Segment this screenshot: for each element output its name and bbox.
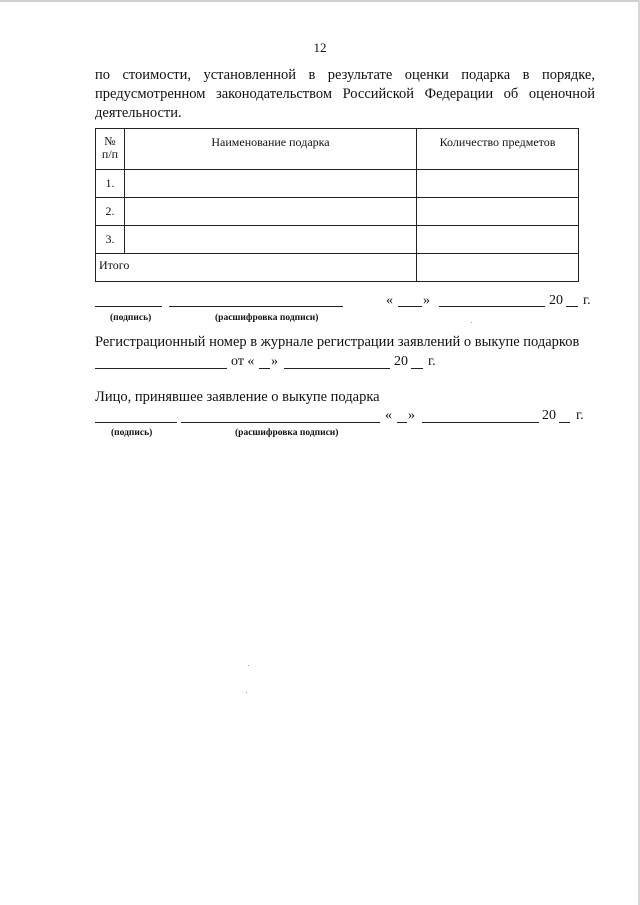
body-paragraph: по стоимости, установленной в результате оценки подарка в порядке, предусмотренном законодательством Российской Федерации об оценочной деятельности.	[95, 67, 595, 121]
date-day-line	[398, 306, 422, 307]
decoding-caption: (расшифровка подписи)	[215, 313, 319, 323]
date-close-quote: »	[423, 293, 430, 308]
table-header-row	[96, 129, 579, 170]
table-row	[96, 226, 579, 254]
receiver-year-suffix: г.	[576, 408, 584, 423]
registration-from: от «	[231, 354, 255, 369]
decoding-line	[169, 306, 343, 307]
header-number: № п/п	[96, 129, 125, 170]
table-row	[96, 170, 579, 198]
receiver-date-day-line	[397, 422, 407, 423]
row-number: 3.	[96, 226, 125, 254]
row-number: 2.	[96, 198, 125, 226]
receiver-decoding-line	[181, 422, 380, 423]
registration-label: Регистрационный номер в журнале регистрации заявлений о выкупе подарков	[95, 334, 580, 350]
receiver-signature-caption: (подпись)	[111, 428, 153, 438]
gifts-table	[95, 128, 579, 282]
registration-year-prefix: 20	[394, 354, 408, 369]
table-row	[96, 198, 579, 226]
date-open-quote: «	[386, 293, 393, 308]
header-gift-name: Наименование подарка	[125, 129, 417, 170]
receiver-year-prefix: 20	[542, 408, 556, 423]
registration-year-suffix: г.	[428, 354, 436, 369]
year-prefix: 20	[549, 293, 563, 308]
year-line	[566, 306, 578, 307]
row-quantity	[417, 170, 579, 198]
page-number: 12	[313, 40, 327, 55]
receiver-label: Лицо, принявшее заявление о выкупе подарка	[95, 389, 380, 405]
row-gift-name	[125, 226, 417, 254]
total-quantity	[417, 254, 579, 282]
registration-number-line	[95, 368, 227, 369]
scan-speck	[246, 692, 247, 693]
scan-speck	[248, 665, 249, 666]
receiver-date-close-quote: »	[408, 408, 415, 423]
receiver-date-month-line	[422, 422, 539, 423]
row-quantity	[417, 198, 579, 226]
row-gift-name	[125, 170, 417, 198]
signature-line	[95, 306, 162, 307]
receiver-date-open-quote: «	[385, 408, 392, 423]
date-month-line	[439, 306, 545, 307]
page-top-edge	[0, 0, 640, 2]
header-quantity: Количество предметов	[417, 129, 579, 170]
row-quantity	[417, 226, 579, 254]
registration-year-line	[411, 368, 423, 369]
signature-caption: (подпись)	[110, 313, 152, 323]
row-number: 1.	[96, 170, 125, 198]
receiver-decoding-caption: (расшифровка подписи)	[235, 428, 339, 438]
registration-month-line	[284, 368, 390, 369]
receiver-signature-line	[95, 422, 177, 423]
table-total-row	[96, 254, 579, 282]
total-label: Итого	[96, 254, 417, 282]
registration-close-quote: »	[271, 354, 278, 369]
row-gift-name	[125, 198, 417, 226]
year-suffix: г.	[583, 293, 591, 308]
receiver-year-line	[559, 422, 570, 423]
scan-speck	[471, 322, 472, 323]
registration-day-line	[259, 368, 270, 369]
